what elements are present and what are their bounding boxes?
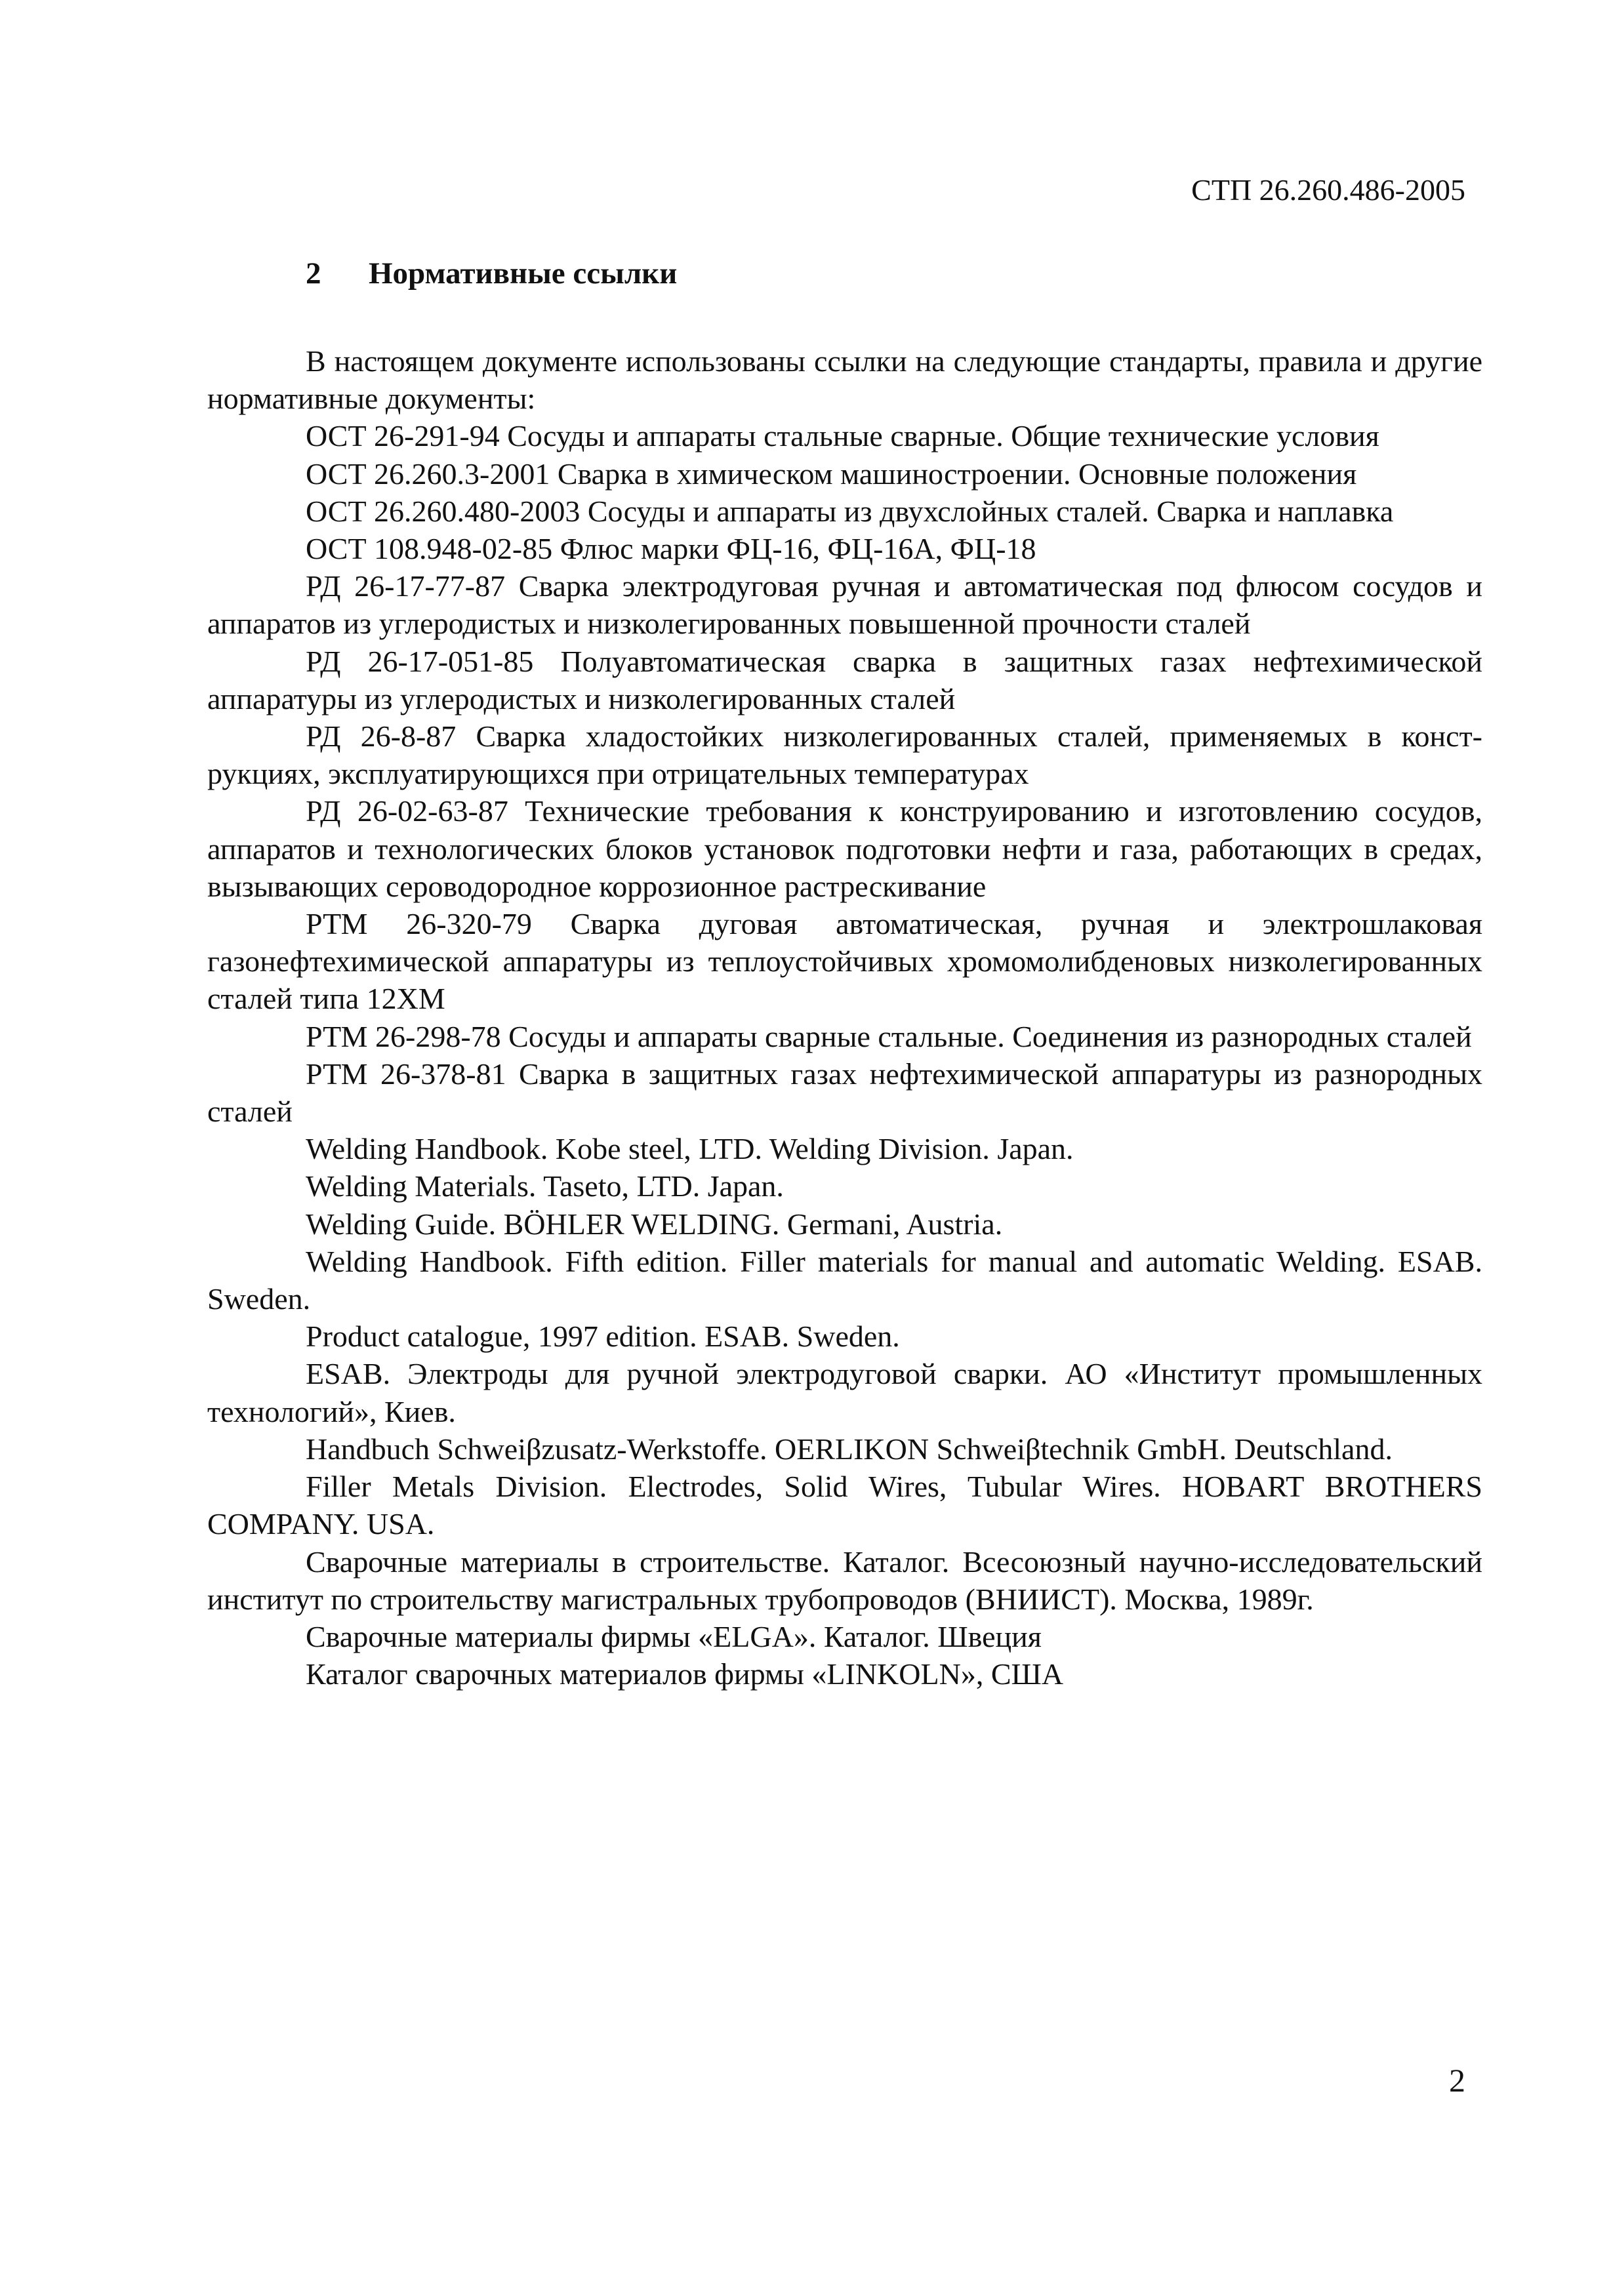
references-list — [207, 342, 1482, 1693]
reference-item: РД 26-17-051-85 Полуавтоматическая сварка в защитных газах нефтехимической аппаратуры из углеродистых и низколегированных сталей — [207, 644, 1482, 715]
reference-item: РТМ 26-378-81 Сварка в защитных газах нефтехимической аппаратуры из разнородных сталей — [207, 1057, 1482, 1129]
section-number: 2 — [306, 256, 321, 291]
reference-item: Каталог сварочных материалов фирмы «LINKOLN», США — [306, 1657, 1064, 1691]
reference-item: Welding Handbook. Kobe steel, LTD. Welding Division. Japan. — [306, 1132, 1074, 1166]
reference-item: Handbuch Schweiβzusatz-Werkstoffe. OERLIKON Schweiβtechnik GmbH. Deutschland. — [306, 1432, 1393, 1466]
reference-item: РД 26-17-77-87 Сварка электродуговая ручная и автоматическая под флюсом сосудов и аппаратов из углеродистых и низколегированных повышенной прочности сталей — [207, 569, 1482, 641]
reference-item: РД 26-8-87 Сварка хладостойких низколегированных сталей, применяемых в конст-рукциях, эксплуатирующихся при отрицательных температурах — [207, 719, 1482, 791]
reference-item: Сварочные материалы фирмы «ELGA». Каталог. Швеция — [306, 1619, 1042, 1653]
reference-item: РТМ 26-298-78 Сосуды и аппараты сварные стальные. Соединения из разнородных сталей — [306, 1019, 1472, 1053]
reference-item: Product catalogue, 1997 edition. ESAB. Sweden. — [306, 1319, 900, 1354]
reference-item: ОСТ 26.260.480-2003 Сосуды и аппараты из двухслойных сталей. Сварка и наплавка — [306, 494, 1394, 528]
reference-item: РТМ 26-320-79 Сварка дуговая автоматическая, ручная и электрошлаковая газонефтехимической аппаратуры из теплоустойчивых хромомолибденовых низколегированных сталей типа 12ХМ — [207, 907, 1482, 1016]
reference-item: Welding Guide. BÖHLER WELDING. Germani, Austria. — [306, 1207, 1003, 1241]
reference-item: РД 26-02-63-87 Технические требования к конструированию и изготовлению сосудов, аппаратов и технологических блоков установок подготовки нефти и газа, работающих в средах, вызывающих сероводородное коррозионное растрескивание — [207, 794, 1482, 903]
section-title: Нормативные ссылки — [369, 256, 678, 291]
section-heading — [306, 254, 677, 292]
page-number: 2 — [1449, 2062, 1465, 2099]
document-code: СТП 26.260.486-2005 — [1191, 173, 1465, 207]
reference-item: ОСТ 108.948-02-85 Флюс марки ФЦ-16, ФЦ-16А, ФЦ-18 — [306, 532, 1036, 566]
reference-item: ОСТ 26.260.3-2001 Сварка в химическом машиностроении. Основные положения — [306, 456, 1357, 491]
reference-item: Welding Materials. Taseto, LTD. Japan. — [306, 1169, 784, 1203]
reference-item: Welding Handbook. Fifth edition. Filler materials for manual and automatic Welding. ESAB. Sweden. — [207, 1244, 1482, 1316]
reference-item: Сварочные материалы в строительстве. Каталог. Всесоюзный научно-исследовательский институт по строительству магистральных трубопроводов (ВНИИСТ). Москва, 1989г. — [207, 1544, 1482, 1616]
intro-paragraph: В настоящем документе использованы ссылки на следующие стандарты, правила и другие нормативные документы: — [207, 344, 1482, 416]
reference-item: ОСТ 26-291-94 Сосуды и аппараты стальные сварные. Общие технические условия — [306, 419, 1379, 453]
reference-item: Filler Metals Division. Electrodes, Solid Wires, Tubular Wires. HOBART BROTHERS COMPANY. USA. — [207, 1470, 1482, 1541]
reference-item: ESAB. Электроды для ручной электродуговой сварки. АО «Институт промышленных технологий», Киев. — [207, 1357, 1482, 1428]
